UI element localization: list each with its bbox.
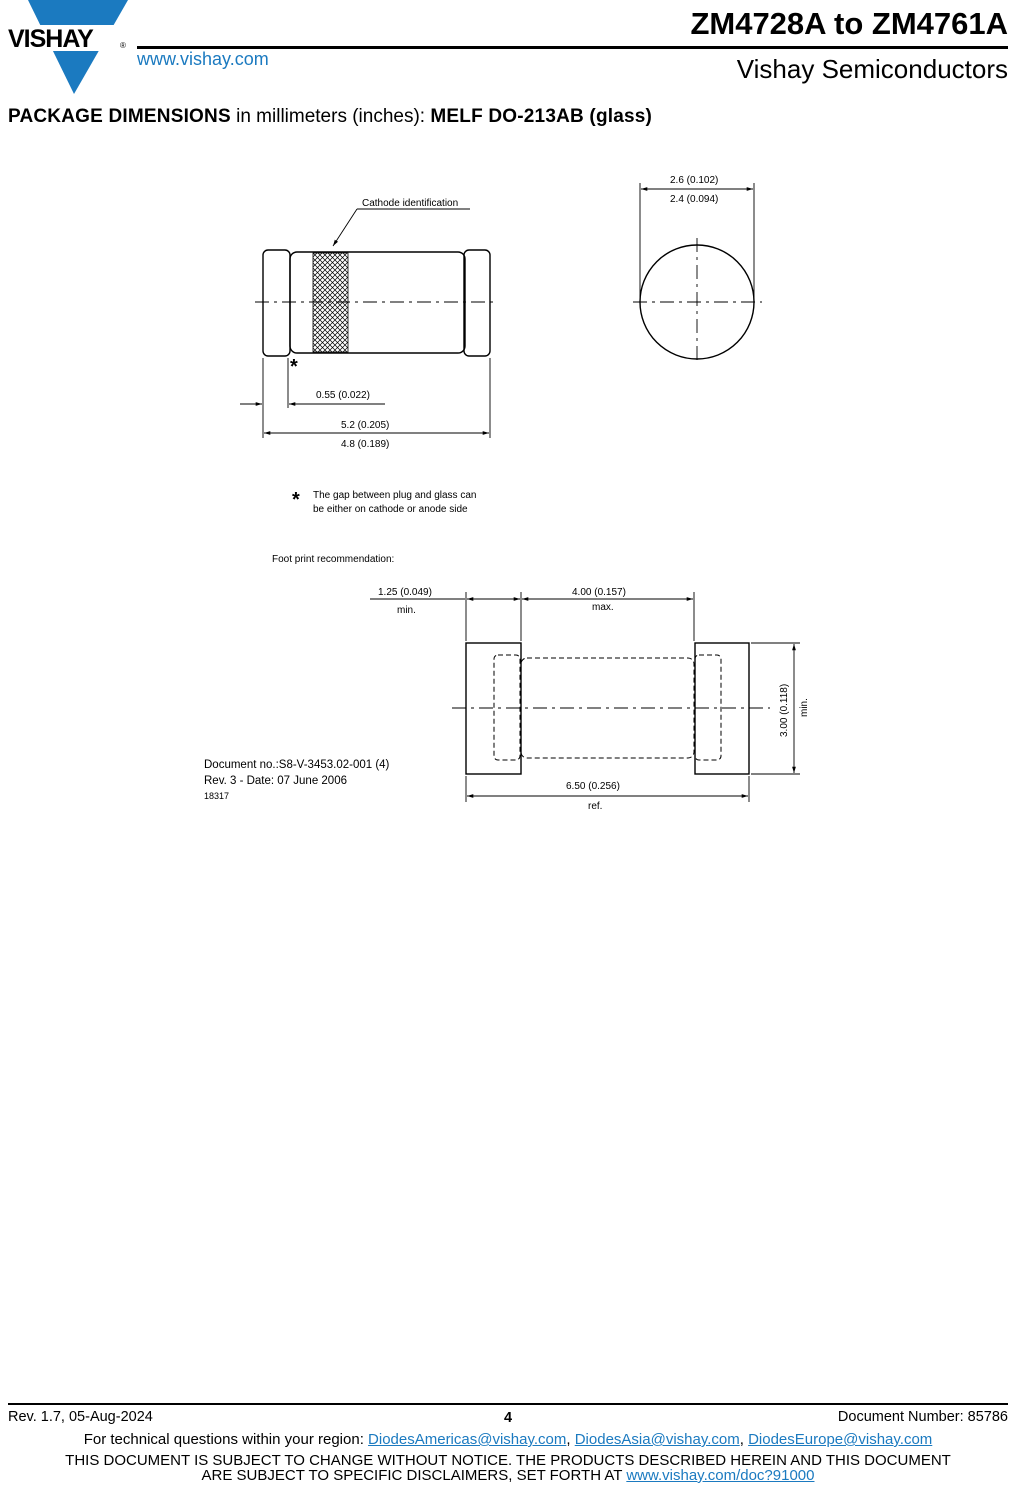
dim-125-min: min.	[397, 605, 416, 616]
section-heading: PACKAGE DIMENSIONS in millimeters (inches): MELF DO-213AB (glass)	[8, 106, 653, 127]
svg-text:®: ®	[120, 41, 126, 50]
revision: Rev. 1.7, 05-Aug-2024	[8, 1409, 153, 1425]
dim-24: 2.4 (0.094)	[670, 194, 719, 205]
page-subtitle: Vishay Semiconductors	[736, 54, 1008, 84]
footprint-title: Foot print recommendation:	[272, 554, 395, 565]
email-europe-link[interactable]: DiodesEurope@vishay.com	[748, 1431, 933, 1448]
disclaimer: THIS DOCUMENT IS SUBJECT TO CHANGE WITHOUT NOTICE. THE PRODUCTS DESCRIBED HEREIN AND THIS DOCUMENT ARE SUBJECT TO SPECIFIC DISCLAIMERS, SET FORTH AT www.vishay.com/doc?91000	[65, 1452, 951, 1484]
cathode-label: Cathode identification	[362, 198, 459, 209]
note-asterisk: *	[292, 489, 300, 511]
dim-300-min: min.	[799, 698, 810, 717]
drawing-number: 18317	[204, 791, 230, 801]
dim-300: 3.00 (0.118)	[779, 683, 790, 737]
technical-questions: For technical questions within your region: DiodesAmericas@vishay.com, DiodesAsia@vishay.com, DiodesEurope@vishay.com	[83, 1431, 933, 1448]
footprint-pad-right	[695, 643, 749, 774]
doc-no: Document no.:S8-V-3453.02-001 (4)	[204, 759, 390, 771]
note-line-1: The gap between plug and glass can	[313, 490, 477, 501]
cathode-band	[313, 253, 348, 352]
dim-400: 4.00 (0.157)	[572, 587, 626, 598]
dim-650-ref: ref.	[588, 801, 603, 812]
right-end-cap	[464, 250, 490, 356]
page-title: ZM4728A to ZM4761A	[690, 6, 1008, 41]
dim-52: 5.2 (0.205)	[341, 420, 390, 431]
page-number: 4	[503, 1410, 513, 1426]
footer-rule	[8, 1403, 1008, 1405]
disclaimer-link[interactable]: www.vishay.com/doc?91000	[626, 1467, 815, 1484]
document-number: Document Number: 85786	[837, 1409, 1008, 1425]
email-asia-link[interactable]: DiodesAsia@vishay.com	[574, 1431, 740, 1448]
logo-text: VISHAY	[8, 25, 93, 53]
dim-26: 2.6 (0.102)	[670, 175, 719, 186]
website-link[interactable]: www.vishay.com	[137, 49, 269, 69]
dim-055: 0.55 (0.022)	[316, 390, 370, 401]
dim-48: 4.8 (0.189)	[341, 439, 390, 450]
note-line-2: be either on cathode or anode side	[313, 504, 468, 515]
left-end-cap	[263, 250, 290, 356]
gap-asterisk: *	[290, 356, 298, 378]
rev-date: Rev. 3 - Date: 07 June 2006	[204, 775, 347, 787]
dim-125: 1.25 (0.049)	[378, 587, 432, 598]
dim-650: 6.50 (0.256)	[566, 781, 620, 792]
dim-400-max: max.	[592, 602, 614, 613]
email-americas-link[interactable]: DiodesAmericas@vishay.com	[368, 1431, 567, 1448]
